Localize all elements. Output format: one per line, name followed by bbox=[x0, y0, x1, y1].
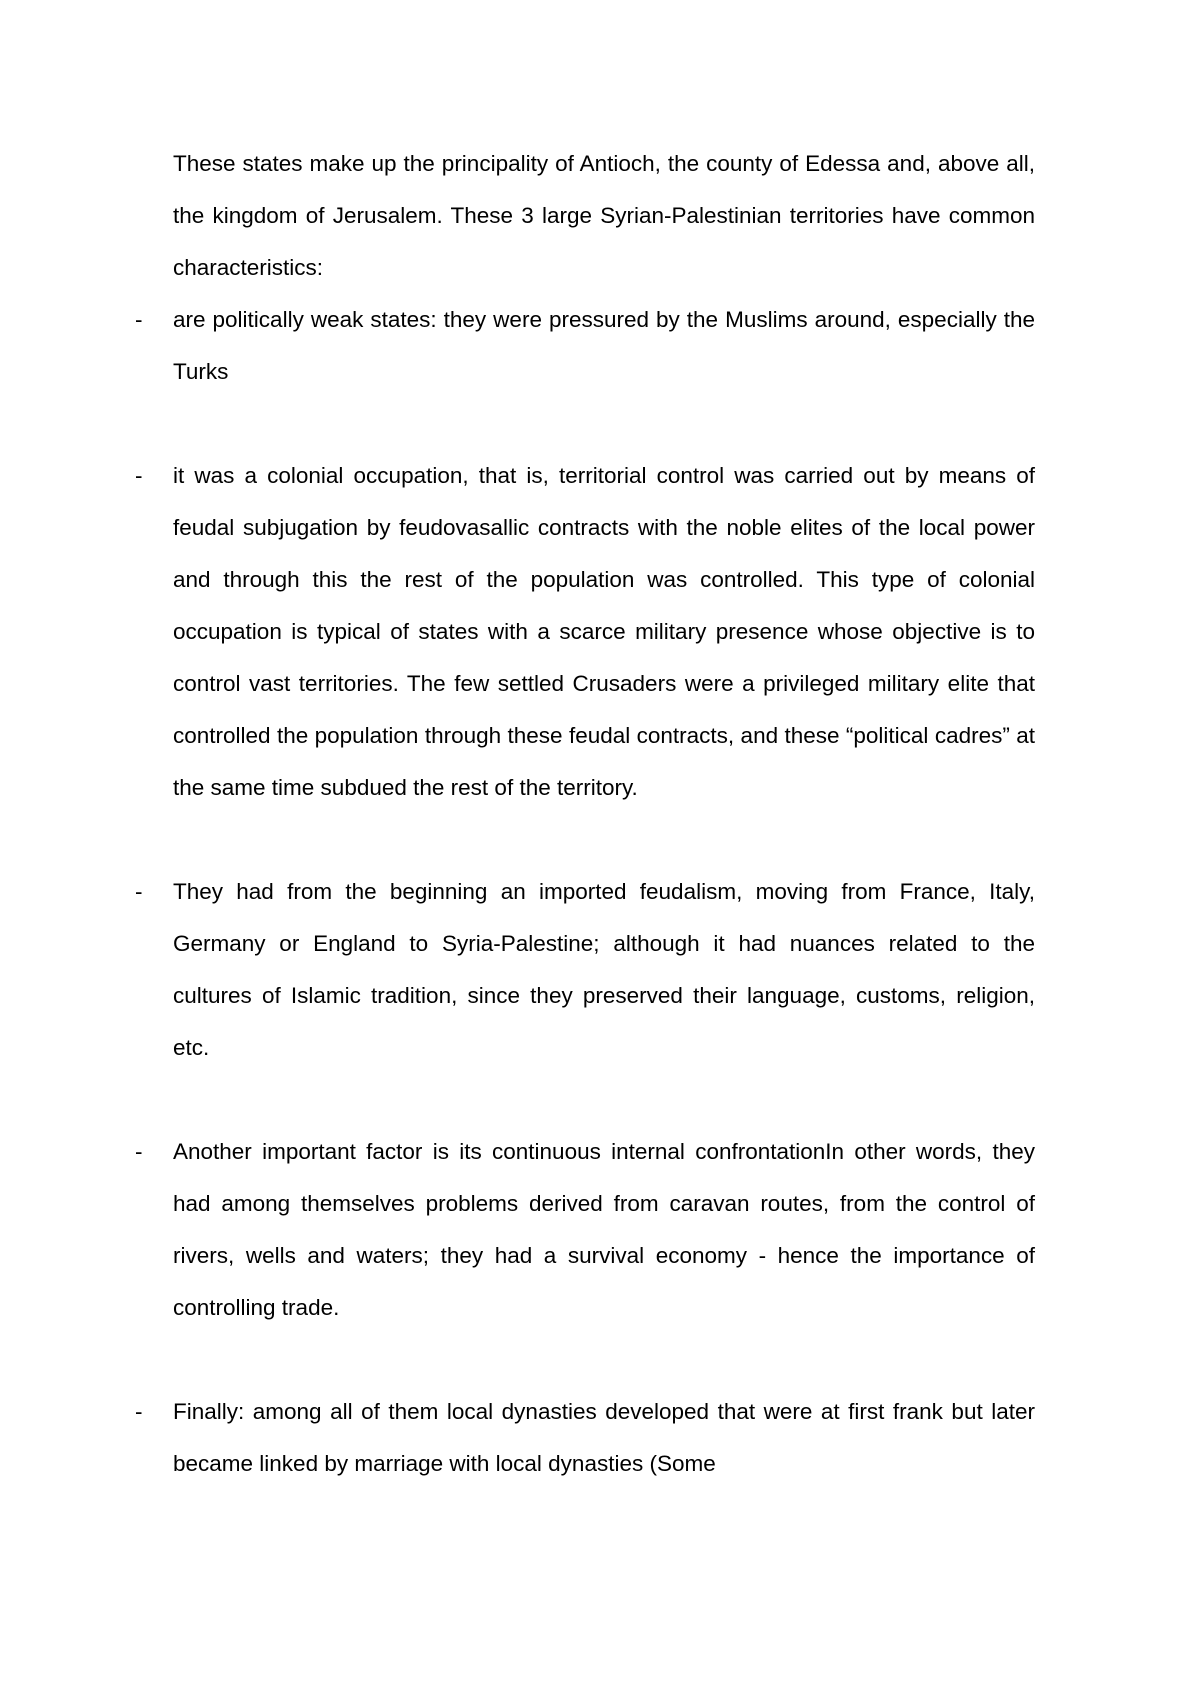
list-item-text: Finally: among all of them local dynasties developed that were at first frank but later became linked by marriage with local dynasties (Some bbox=[173, 1399, 1035, 1476]
list-item-text: are politically weak states: they were pressured by the Muslims around, especially the Turks bbox=[173, 307, 1035, 384]
bullet-dash: - bbox=[135, 879, 143, 904]
bullet-dash: - bbox=[135, 307, 143, 332]
list-item bbox=[135, 866, 1035, 1074]
list-item bbox=[135, 450, 1035, 814]
list-item bbox=[135, 1126, 1035, 1334]
list-item-text: it was a colonial occupation, that is, territorial control was carried out by means of feudal subjugation by feudovasallic contracts with the noble elites of the local power and through this the rest of the population was controlled. This type of colonial occupation is typical of states with a scarce military presence whose objective is to control vast territories. The few settled Crusaders were a privileged military elite that controlled the population through these feudal contracts, and these “political cadres” at the same time subdued the rest of the territory. bbox=[173, 463, 1035, 800]
bullet-dash: - bbox=[135, 1399, 143, 1424]
document-body bbox=[135, 138, 1035, 1490]
bullet-dash: - bbox=[135, 463, 143, 488]
list-item-text: Another important factor is its continuous internal confrontationIn other words, they had among themselves problems derived from caravan routes, from the control of rivers, wells and waters; they had a survival economy - hence the importance of controlling trade. bbox=[173, 1139, 1035, 1320]
list-item-text: They had from the beginning an imported feudalism, moving from France, Italy, Germany or England to Syria-Palestine; although it had nuances related to the cultures of Islamic tradition, since they preserved their language, customs, religion, etc. bbox=[173, 879, 1035, 1060]
bullet-dash: - bbox=[135, 1139, 143, 1164]
list-item bbox=[135, 294, 1035, 398]
intro-paragraph: These states make up the principality of Antioch, the county of Edessa and, above all, the kingdom of Jerusalem. These 3 large Syrian-Palestinian territories have common characteristics: bbox=[173, 151, 1035, 280]
list-item bbox=[135, 1386, 1035, 1490]
